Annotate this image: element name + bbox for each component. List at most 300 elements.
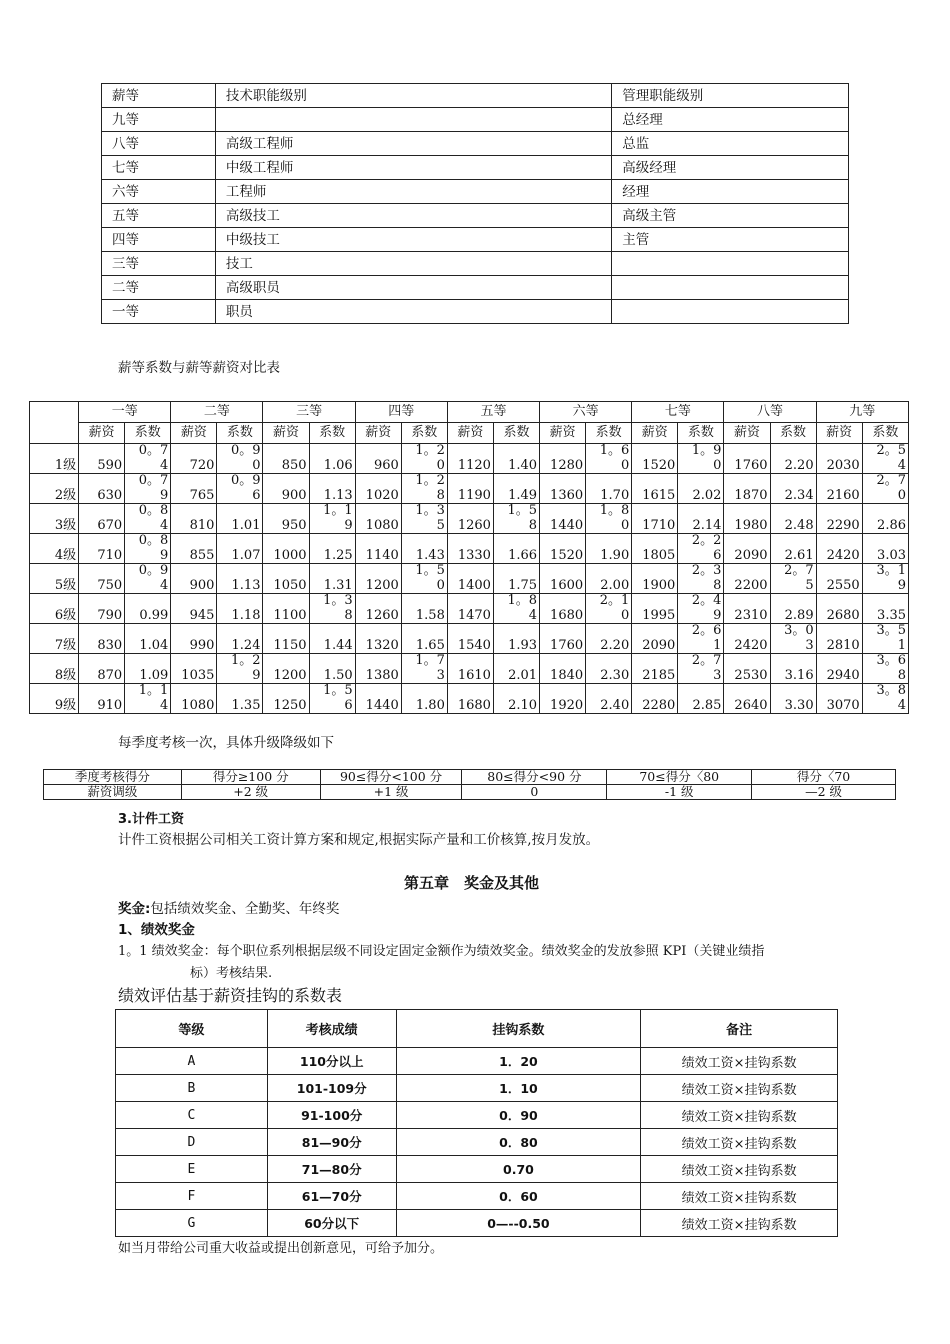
salary-cell: 765 <box>171 474 217 504</box>
salary-cell: 1100 <box>263 594 309 624</box>
coef-cell: 1。2 8 <box>401 474 447 504</box>
coef-sub-header: 系数 <box>401 423 447 444</box>
salary-cell: 1995 <box>632 594 678 624</box>
table-cell: 八等 <box>102 132 216 156</box>
table-cell: 中级工程师 <box>215 156 611 180</box>
table-row <box>30 684 909 714</box>
salary-cell: 1260 <box>355 594 401 624</box>
footer-note: 如当月带给公司重大收益或提出创新意见，可给予加分。 <box>118 1241 444 1256</box>
salary-cell: 3070 <box>816 684 862 714</box>
salary-sub-header: 薪资 <box>447 423 493 444</box>
salary-cell: 1380 <box>355 654 401 684</box>
salary-cell: 1900 <box>632 564 678 594</box>
salary-cell: 1980 <box>724 504 770 534</box>
salary-cell: 1760 <box>540 624 586 654</box>
review-caption: 每季度考核一次，具体升级降级如下 <box>118 735 334 751</box>
table-cell: 得分〈70 <box>752 770 896 785</box>
grade-header: 五等 <box>447 402 539 423</box>
coef-cell: 2.40 <box>586 684 632 714</box>
table-row <box>102 276 849 300</box>
table-cell: 0 <box>462 785 607 800</box>
salary-cell: 2090 <box>724 534 770 564</box>
salary-cell: 2420 <box>816 534 862 564</box>
table-row <box>102 228 849 252</box>
salary-sub-header: 薪资 <box>540 423 586 444</box>
coef-sub-header: 系数 <box>309 423 355 444</box>
coef-cell: 1.93 <box>493 624 539 654</box>
salary-cell: 2200 <box>724 564 770 594</box>
table-row <box>116 1102 838 1129</box>
salary-cell: 750 <box>79 564 125 594</box>
coef-cell: 1。1 4 <box>125 684 171 714</box>
table-row <box>44 785 896 800</box>
table-cell: 0．80 <box>396 1129 641 1156</box>
grade-header: 三等 <box>263 402 355 423</box>
coef-cell: 1。8 4 <box>493 594 539 624</box>
level-cell: 3级 <box>30 504 79 534</box>
grade-header: 九等 <box>816 402 908 423</box>
coef-sub-header: 系数 <box>678 423 724 444</box>
coef-cell: 0。7 4 <box>125 444 171 474</box>
coef-cell: 1.66 <box>493 534 539 564</box>
table-cell: 季度考核得分 <box>44 770 182 785</box>
salary-cell: 1870 <box>724 474 770 504</box>
coef-cell: 1。9 0 <box>678 444 724 474</box>
salary-cell: 960 <box>355 444 401 474</box>
grade-header-row <box>30 402 909 423</box>
table-row <box>116 1129 838 1156</box>
table-cell <box>612 300 849 324</box>
salary-sub-header: 薪资 <box>263 423 309 444</box>
table-cell: 绩效工资×挂钩系数 <box>641 1129 838 1156</box>
header-cell: 挂钩系数 <box>396 1010 641 1048</box>
coef-cell: 3.16 <box>770 654 816 684</box>
salary-cell: 1260 <box>447 504 493 534</box>
table-row <box>116 1210 838 1237</box>
table-cell: G <box>116 1210 268 1237</box>
corner-cell <box>30 402 79 444</box>
coef-cell: 2.85 <box>678 684 724 714</box>
table-cell: 高级工程师 <box>215 132 611 156</box>
table-cell: 绩效工资×挂钩系数 <box>641 1210 838 1237</box>
salary-cell: 1250 <box>263 684 309 714</box>
salary-cell: 1050 <box>263 564 309 594</box>
salary-cell: 1360 <box>540 474 586 504</box>
coef-cell: 2.61 <box>770 534 816 564</box>
coef-cell: 0.99 <box>125 594 171 624</box>
coef-cell: 0。7 9 <box>125 474 171 504</box>
table-row <box>102 252 849 276</box>
salary-cell: 1280 <box>540 444 586 474</box>
coef-cell: 1.24 <box>217 624 263 654</box>
table-cell: 81—90分 <box>267 1129 396 1156</box>
level-cell: 7级 <box>30 624 79 654</box>
coef-sub-header: 系数 <box>493 423 539 444</box>
table-row <box>102 300 849 324</box>
table-row <box>116 1048 838 1075</box>
coef-cell: 2。7 5 <box>770 564 816 594</box>
table-cell: 中级技工 <box>215 228 611 252</box>
grade-header: 四等 <box>355 402 447 423</box>
table-row <box>30 534 909 564</box>
salary-cell: 1615 <box>632 474 678 504</box>
coef-sub-header: 系数 <box>586 423 632 444</box>
coef-cell: 0。8 4 <box>125 504 171 534</box>
salary-cell: 2280 <box>632 684 678 714</box>
salary-cell: 1080 <box>355 504 401 534</box>
coef-cell: 0。9 6 <box>217 474 263 504</box>
coef-cell: 1。8 0 <box>586 504 632 534</box>
salary-cell: 950 <box>263 504 309 534</box>
salary-cell: 630 <box>79 474 125 504</box>
table-cell: 0．90 <box>396 1102 641 1129</box>
bonus-line <box>118 897 339 917</box>
table-cell: 绩效工资×挂钩系数 <box>641 1075 838 1102</box>
piece-wage-title: 3.计件工资 <box>118 812 184 827</box>
table-row <box>102 180 849 204</box>
salary-cell: 990 <box>171 624 217 654</box>
coef-cell: 2.20 <box>586 624 632 654</box>
table-cell: 四等 <box>102 228 216 252</box>
table-cell: 九等 <box>102 108 216 132</box>
salary-cell: 1200 <box>355 564 401 594</box>
salary-table-caption: 薪等系数与薪等薪资对比表 <box>118 360 280 376</box>
coef-cell: 2。2 6 <box>678 534 724 564</box>
table-cell: 职员 <box>215 300 611 324</box>
table-cell: 高级职员 <box>215 276 611 300</box>
salary-cell: 1520 <box>540 534 586 564</box>
table-cell: 主管 <box>612 228 849 252</box>
salary-cell: 850 <box>263 444 309 474</box>
salary-cell: 870 <box>79 654 125 684</box>
coef-cell: 1.13 <box>309 474 355 504</box>
salary-cell: 1600 <box>540 564 586 594</box>
salary-cell: 1080 <box>171 684 217 714</box>
salary-cell: 2290 <box>816 504 862 534</box>
table-cell: 薪资调级 <box>44 785 182 800</box>
coef-sub-header: 系数 <box>770 423 816 444</box>
salary-cell: 2530 <box>724 654 770 684</box>
table-cell: 三等 <box>102 252 216 276</box>
coef-sub-header: 系数 <box>862 423 908 444</box>
salary-cell: 1000 <box>263 534 309 564</box>
coef-cell: 3。0 3 <box>770 624 816 654</box>
table-cell <box>215 108 611 132</box>
table-cell: 91-100分 <box>267 1102 396 1129</box>
coef-table-caption: 绩效评估基于薪资挂钩的系数表 <box>118 986 343 1005</box>
coef-cell: 1.49 <box>493 474 539 504</box>
header-cell: 管理职能级别 <box>612 84 849 108</box>
coef-cell: 1.09 <box>125 654 171 684</box>
table-cell: 经理 <box>612 180 849 204</box>
bonus-text: 包括绩效奖金、全勤奖、年终奖 <box>150 901 340 917</box>
table-header-row <box>102 84 849 108</box>
salary-cell: 1710 <box>632 504 678 534</box>
coef-cell: 3。8 4 <box>862 684 908 714</box>
coef-cell: 0。9 0 <box>217 444 263 474</box>
salary-cell: 1680 <box>447 684 493 714</box>
table-cell: 70≤得分〈80 <box>607 770 752 785</box>
table-row <box>102 132 849 156</box>
salary-cell: 1840 <box>540 654 586 684</box>
coef-cell: 1.25 <box>309 534 355 564</box>
salary-cell: 2680 <box>816 594 862 624</box>
coef-cell: 2.01 <box>493 654 539 684</box>
coef-cell: 2。6 1 <box>678 624 724 654</box>
table-cell: 绩效工资×挂钩系数 <box>641 1102 838 1129</box>
table-cell: 高级经理 <box>612 156 849 180</box>
salary-cell: 2310 <box>724 594 770 624</box>
coef-cell: 3。1 9 <box>862 564 908 594</box>
table-row <box>116 1075 838 1102</box>
coef-cell: 2.89 <box>770 594 816 624</box>
coef-cell: 3。5 1 <box>862 624 908 654</box>
coef-cell: 1。3 5 <box>401 504 447 534</box>
table-cell: 技工 <box>215 252 611 276</box>
salary-cell: 1120 <box>447 444 493 474</box>
salary-cell: 1520 <box>632 444 678 474</box>
salary-cell: 710 <box>79 534 125 564</box>
table-cell: 0—--0.50 <box>396 1210 641 1237</box>
coef-cell: 2.48 <box>770 504 816 534</box>
salary-cell: 790 <box>79 594 125 624</box>
table-cell: F <box>116 1183 268 1210</box>
salary-cell: 670 <box>79 504 125 534</box>
salary-cell: 1440 <box>540 504 586 534</box>
table-cell: 工程师 <box>215 180 611 204</box>
salary-cell: 900 <box>171 564 217 594</box>
table-row <box>30 594 909 624</box>
table-row <box>102 156 849 180</box>
table-row <box>30 564 909 594</box>
coef-sub-header: 系数 <box>125 423 171 444</box>
table-cell: C <box>116 1102 268 1129</box>
coef-cell: 2.10 <box>493 684 539 714</box>
table-cell: 110分以上 <box>267 1048 396 1075</box>
grade-header: 八等 <box>724 402 816 423</box>
table-cell: 0.70 <box>396 1156 641 1183</box>
table-row <box>44 770 896 785</box>
table-cell: -1 级 <box>607 785 752 800</box>
salary-cell: 1320 <box>355 624 401 654</box>
salary-cell: 1020 <box>355 474 401 504</box>
level-cell: 9级 <box>30 684 79 714</box>
coef-cell: 2.20 <box>770 444 816 474</box>
coef-cell: 1。5 6 <box>309 684 355 714</box>
table-cell: 六等 <box>102 180 216 204</box>
grade-level-table <box>101 83 849 324</box>
salary-sub-header: 薪资 <box>632 423 678 444</box>
table-cell: 总经理 <box>612 108 849 132</box>
coef-cell: 2.86 <box>862 504 908 534</box>
coef-cell: 1.80 <box>401 684 447 714</box>
coef-cell: 1.04 <box>125 624 171 654</box>
salary-cell: 810 <box>171 504 217 534</box>
salary-cell: 720 <box>171 444 217 474</box>
table-cell: E <box>116 1156 268 1183</box>
coef-cell: 1.43 <box>401 534 447 564</box>
table-cell: +1 级 <box>320 785 462 800</box>
salary-cell: 2810 <box>816 624 862 654</box>
salary-cell: 830 <box>79 624 125 654</box>
header-cell: 薪等 <box>102 84 216 108</box>
table-header-row <box>116 1010 838 1048</box>
coef-cell: 2.02 <box>678 474 724 504</box>
salary-cell: 2030 <box>816 444 862 474</box>
coef-cell: 2。1 0 <box>586 594 632 624</box>
salary-cell: 1540 <box>447 624 493 654</box>
table-cell: 71—80分 <box>267 1156 396 1183</box>
table-cell: 高级技工 <box>215 204 611 228</box>
salary-cell: 1150 <box>263 624 309 654</box>
table-cell: 101-109分 <box>267 1075 396 1102</box>
perf-bonus-title: 1、绩效奖金 <box>118 922 195 938</box>
table-cell <box>612 276 849 300</box>
level-cell: 6级 <box>30 594 79 624</box>
salary-cell: 945 <box>171 594 217 624</box>
table-cell: 1．20 <box>396 1048 641 1075</box>
salary-cell: 2940 <box>816 654 862 684</box>
salary-cell: 1190 <box>447 474 493 504</box>
level-cell: 2级 <box>30 474 79 504</box>
table-row <box>30 444 909 474</box>
coef-cell: 2。7 3 <box>678 654 724 684</box>
coef-cell: 1.65 <box>401 624 447 654</box>
grade-header: 一等 <box>79 402 171 423</box>
coef-cell: 3.03 <box>862 534 908 564</box>
salary-cell: 2160 <box>816 474 862 504</box>
coef-cell: 0。8 9 <box>125 534 171 564</box>
level-cell: 5级 <box>30 564 79 594</box>
table-cell: 得分≥100 分 <box>181 770 320 785</box>
coef-cell: 1.35 <box>217 684 263 714</box>
salary-cell: 910 <box>79 684 125 714</box>
header-cell: 技术职能级别 <box>215 84 611 108</box>
salary-cell: 1440 <box>355 684 401 714</box>
level-cell: 4级 <box>30 534 79 564</box>
coef-cell: 1.50 <box>309 654 355 684</box>
table-cell: 60分以下 <box>267 1210 396 1237</box>
coef-cell: 1。5 8 <box>493 504 539 534</box>
table-cell: +2 级 <box>181 785 320 800</box>
grade-header: 六等 <box>540 402 632 423</box>
coef-cell: 1。3 8 <box>309 594 355 624</box>
table-cell: 绩效工资×挂钩系数 <box>641 1156 838 1183</box>
table-row <box>30 474 909 504</box>
table-cell: 1．10 <box>396 1075 641 1102</box>
grade-header: 七等 <box>632 402 724 423</box>
salary-cell: 590 <box>79 444 125 474</box>
level-cell: 1级 <box>30 444 79 474</box>
table-cell: 五等 <box>102 204 216 228</box>
table-cell <box>612 252 849 276</box>
table-cell: 61—70分 <box>267 1183 396 1210</box>
table-cell: D <box>116 1129 268 1156</box>
table-cell: B <box>116 1075 268 1102</box>
salary-sub-header: 薪资 <box>355 423 401 444</box>
coef-cell: 2.14 <box>678 504 724 534</box>
coef-cell: 1.90 <box>586 534 632 564</box>
coef-cell: 1.13 <box>217 564 263 594</box>
coef-cell: 2.34 <box>770 474 816 504</box>
coef-cell: 3。6 8 <box>862 654 908 684</box>
salary-cell: 2550 <box>816 564 862 594</box>
salary-cell: 1330 <box>447 534 493 564</box>
sub-header-row <box>30 423 909 444</box>
header-cell: 等级 <box>116 1010 268 1048</box>
salary-sub-header: 薪资 <box>79 423 125 444</box>
coef-cell: 2。5 4 <box>862 444 908 474</box>
coef-cell: 1。7 3 <box>401 654 447 684</box>
chapter-title: 第五章 奖金及其他 <box>404 874 540 892</box>
salary-cell: 1200 <box>263 654 309 684</box>
table-cell: 高级主管 <box>612 204 849 228</box>
coef-cell: 1。1 9 <box>309 504 355 534</box>
salary-cell: 2090 <box>632 624 678 654</box>
header-cell: 备注 <box>641 1010 838 1048</box>
salary-cell: 1470 <box>447 594 493 624</box>
salary-cell: 1140 <box>355 534 401 564</box>
coefficient-table <box>115 1009 838 1237</box>
salary-sub-header: 薪资 <box>724 423 770 444</box>
salary-cell: 900 <box>263 474 309 504</box>
level-cell: 8级 <box>30 654 79 684</box>
coef-cell: 1.58 <box>401 594 447 624</box>
piece-wage-text: 计件工资根据公司相关工资计算方案和规定,根据实际产量和工价核算,按月发放。 <box>118 832 600 848</box>
table-cell: 90≤得分<100 分 <box>320 770 462 785</box>
perf-bonus-text-2: 标）考核结果. <box>190 966 273 981</box>
bonus-label: 奖金: <box>118 901 151 917</box>
salary-cell: 1680 <box>540 594 586 624</box>
header-cell: 考核成绩 <box>267 1010 396 1048</box>
coef-cell: 1.70 <box>586 474 632 504</box>
coef-cell: 2。4 9 <box>678 594 724 624</box>
table-row <box>30 504 909 534</box>
table-cell: 80≤得分<90 分 <box>462 770 607 785</box>
salary-cell: 2640 <box>724 684 770 714</box>
coef-cell: 1.31 <box>309 564 355 594</box>
table-cell: 一等 <box>102 300 216 324</box>
coef-cell: 1.06 <box>309 444 355 474</box>
coef-cell: 1.18 <box>217 594 263 624</box>
quarterly-review-table <box>43 769 896 800</box>
table-cell: A <box>116 1048 268 1075</box>
coef-cell: 1。2 0 <box>401 444 447 474</box>
table-row <box>30 654 909 684</box>
coef-cell: 1.01 <box>217 504 263 534</box>
salary-cell: 1805 <box>632 534 678 564</box>
salary-coefficient-table <box>29 401 909 714</box>
salary-cell: 1610 <box>447 654 493 684</box>
table-cell: —2 级 <box>752 785 896 800</box>
perf-bonus-text-1: 1。1 绩效奖金：每个职位系列根据层级不同设定固定金额作为绩效奖金。绩效奖金的发放参照 KPI（关键业绩指 <box>118 944 765 959</box>
salary-sub-header: 薪资 <box>171 423 217 444</box>
table-row <box>116 1183 838 1210</box>
coef-cell: 0。9 4 <box>125 564 171 594</box>
table-row <box>116 1156 838 1183</box>
table-cell: 七等 <box>102 156 216 180</box>
table-row <box>30 624 909 654</box>
table-row <box>102 204 849 228</box>
coef-cell: 2。3 8 <box>678 564 724 594</box>
coef-cell: 1。5 0 <box>401 564 447 594</box>
coef-cell: 1.44 <box>309 624 355 654</box>
coef-cell: 3.35 <box>862 594 908 624</box>
salary-cell: 2185 <box>632 654 678 684</box>
coef-cell: 2.00 <box>586 564 632 594</box>
coef-cell: 2.30 <box>586 654 632 684</box>
coef-cell: 2。7 0 <box>862 474 908 504</box>
